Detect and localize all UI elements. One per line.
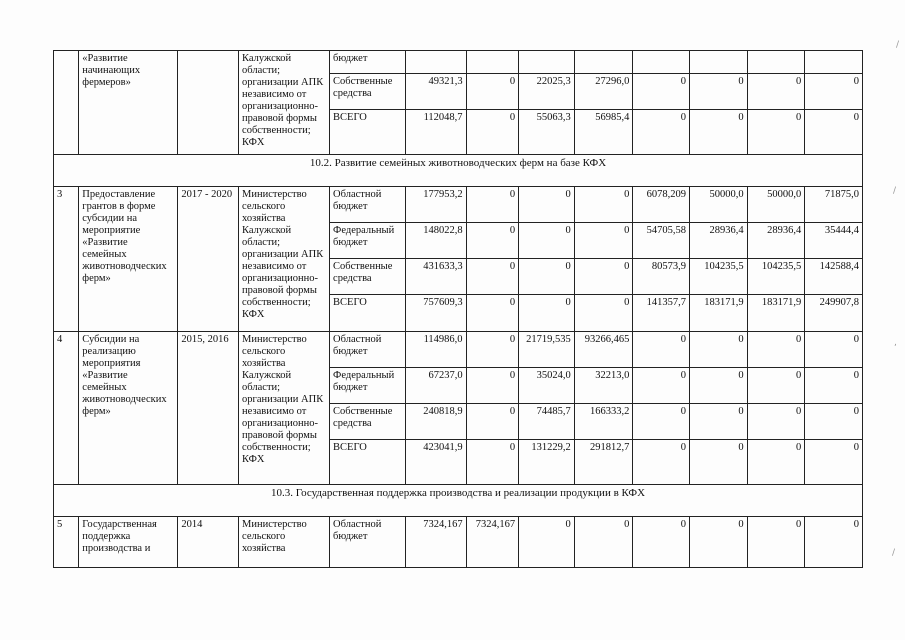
item-period: 2017 - 2020 xyxy=(178,187,239,332)
funding-value: 0 xyxy=(805,404,863,440)
funding-value xyxy=(405,51,466,74)
item-number: 3 xyxy=(54,187,79,332)
funding-value: 0 xyxy=(805,368,863,404)
funding-value: 35444,4 xyxy=(805,223,863,259)
item-name: «Развитие начинающих фермеров» xyxy=(79,51,178,155)
section-row xyxy=(54,485,863,517)
scan-mark: / xyxy=(893,186,897,196)
funding-value: 0 xyxy=(466,440,519,485)
funding-value: 0 xyxy=(633,404,690,440)
funding-value xyxy=(574,51,633,74)
funding-source: Собственные средства xyxy=(330,74,406,110)
item-number: 5 xyxy=(54,517,79,568)
funding-value: 0 xyxy=(690,440,748,485)
funding-value: 131229,2 xyxy=(519,440,575,485)
funding-value: 423041,9 xyxy=(405,440,466,485)
funding-value: 0 xyxy=(633,110,690,155)
funding-value xyxy=(747,51,805,74)
funding-value: 7324,167 xyxy=(405,517,466,568)
funding-source: бюджет xyxy=(330,51,406,74)
funding-value: 0 xyxy=(466,368,519,404)
funding-value: 0 xyxy=(519,223,575,259)
funding-value: 141357,7 xyxy=(633,295,690,332)
funding-value: 55063,3 xyxy=(519,110,575,155)
funding-value: 74485,7 xyxy=(519,404,575,440)
funding-value: 0 xyxy=(747,517,805,568)
funding-value: 0 xyxy=(633,440,690,485)
funding-value: 0 xyxy=(747,332,805,368)
funding-value: 0 xyxy=(747,440,805,485)
funding-value: 0 xyxy=(633,74,690,110)
funding-value: 27296,0 xyxy=(574,74,633,110)
scan-mark: , xyxy=(894,338,897,348)
funding-value: 0 xyxy=(633,332,690,368)
funding-value xyxy=(805,51,863,74)
funding-source: Федеральный бюджет xyxy=(330,368,406,404)
funding-value xyxy=(690,51,748,74)
funding-value: 0 xyxy=(466,295,519,332)
funding-value: 431633,3 xyxy=(405,259,466,295)
funding-value: 93266,465 xyxy=(574,332,633,368)
funding-source: Собственные средства xyxy=(330,259,406,295)
item-period xyxy=(178,51,239,155)
funding-value: 50000,0 xyxy=(747,187,805,223)
item-executor: Министерство сельского хозяйства xyxy=(239,517,330,568)
funding-value: 0 xyxy=(466,259,519,295)
funding-value: 177953,2 xyxy=(405,187,466,223)
funding-value: 0 xyxy=(805,110,863,155)
funding-table xyxy=(53,50,863,568)
funding-value: 0 xyxy=(466,404,519,440)
funding-value: 0 xyxy=(574,223,633,259)
funding-value: 0 xyxy=(466,223,519,259)
funding-value: 148022,8 xyxy=(405,223,466,259)
funding-value: 0 xyxy=(574,187,633,223)
funding-value xyxy=(466,51,519,74)
funding-value: 28936,4 xyxy=(690,223,748,259)
funding-value: 0 xyxy=(690,368,748,404)
funding-value: 240818,9 xyxy=(405,404,466,440)
funding-value: 80573,9 xyxy=(633,259,690,295)
funding-value: 0 xyxy=(690,110,748,155)
funding-value: 0 xyxy=(574,259,633,295)
funding-value: 0 xyxy=(805,332,863,368)
funding-value: 0 xyxy=(519,517,575,568)
item-executor: Калужской области; организации АПК независимо от организационно-правовой формы собственности; КФХ xyxy=(239,51,330,155)
table-row xyxy=(54,332,863,368)
funding-value: 67237,0 xyxy=(405,368,466,404)
table-row xyxy=(54,517,863,568)
funding-value: 112048,7 xyxy=(405,110,466,155)
item-executor: Министерство сельского хозяйства Калужской области; организации АПК независимо от организационно-правовой формы собственности; КФХ xyxy=(239,187,330,332)
funding-value: 0 xyxy=(633,368,690,404)
funding-value: 50000,0 xyxy=(690,187,748,223)
funding-value: 71875,0 xyxy=(805,187,863,223)
item-period: 2015, 2016 xyxy=(178,332,239,485)
funding-value: 0 xyxy=(690,332,748,368)
item-name: Предоставление грантов в форме субсидии на мероприятие «Развитие семейных животноводческих ферм» xyxy=(79,187,178,332)
funding-value xyxy=(633,51,690,74)
funding-value: 0 xyxy=(519,295,575,332)
funding-value: 104235,5 xyxy=(690,259,748,295)
funding-source: ВСЕГО xyxy=(330,295,406,332)
funding-value: 49321,3 xyxy=(405,74,466,110)
funding-value: 28936,4 xyxy=(747,223,805,259)
funding-value: 0 xyxy=(747,110,805,155)
scan-mark: / xyxy=(896,40,900,50)
funding-value: 21719,535 xyxy=(519,332,575,368)
funding-value xyxy=(519,51,575,74)
funding-value: 7324,167 xyxy=(466,517,519,568)
item-executor: Министерство сельского хозяйства Калужской области; организации АПК независимо от организационно-правовой формы собственности; КФХ xyxy=(239,332,330,485)
table-row xyxy=(54,51,863,74)
funding-value: 0 xyxy=(805,517,863,568)
funding-value: 104235,5 xyxy=(747,259,805,295)
item-period: 2014 xyxy=(178,517,239,568)
funding-value: 183171,9 xyxy=(747,295,805,332)
section-title: 10.3. Государственная поддержка производства и реализации продукции в КФХ xyxy=(54,485,863,517)
funding-value: 0 xyxy=(574,295,633,332)
table-row xyxy=(54,187,863,223)
funding-value: 0 xyxy=(747,404,805,440)
funding-value: 114986,0 xyxy=(405,332,466,368)
funding-value: 183171,9 xyxy=(690,295,748,332)
funding-value: 0 xyxy=(466,74,519,110)
funding-value: 166333,2 xyxy=(574,404,633,440)
scan-mark: / xyxy=(892,548,896,558)
funding-value: 291812,7 xyxy=(574,440,633,485)
funding-value: 142588,4 xyxy=(805,259,863,295)
funding-value: 0 xyxy=(747,74,805,110)
section-row xyxy=(54,155,863,187)
section-title: 10.2. Развитие семейных животноводческих ферм на базе КФХ xyxy=(54,155,863,187)
item-name: Субсидии на реализацию мероприятия «Развитие семейных животноводческих ферм» xyxy=(79,332,178,485)
funding-value: 249907,8 xyxy=(805,295,863,332)
funding-value: 22025,3 xyxy=(519,74,575,110)
funding-source: Областной бюджет xyxy=(330,517,406,568)
funding-value: 0 xyxy=(466,187,519,223)
item-number: 4 xyxy=(54,332,79,485)
funding-source: Областной бюджет xyxy=(330,187,406,223)
funding-source: Собственные средства xyxy=(330,404,406,440)
funding-value: 0 xyxy=(519,187,575,223)
funding-source: ВСЕГО xyxy=(330,440,406,485)
funding-value: 0 xyxy=(519,259,575,295)
funding-value: 0 xyxy=(690,74,748,110)
item-name: Государственная поддержка производства и xyxy=(79,517,178,568)
funding-value: 54705,58 xyxy=(633,223,690,259)
funding-source: Областной бюджет xyxy=(330,332,406,368)
funding-value: 0 xyxy=(574,517,633,568)
funding-value: 0 xyxy=(466,332,519,368)
funding-value: 0 xyxy=(690,517,748,568)
funding-value: 35024,0 xyxy=(519,368,575,404)
funding-value: 0 xyxy=(690,404,748,440)
funding-value: 56985,4 xyxy=(574,110,633,155)
funding-value: 6078,209 xyxy=(633,187,690,223)
funding-value: 0 xyxy=(633,517,690,568)
funding-value: 757609,3 xyxy=(405,295,466,332)
funding-value: 32213,0 xyxy=(574,368,633,404)
item-number xyxy=(54,51,79,155)
funding-source: ВСЕГО xyxy=(330,110,406,155)
funding-value: 0 xyxy=(805,440,863,485)
funding-value: 0 xyxy=(466,110,519,155)
funding-value: 0 xyxy=(805,74,863,110)
funding-value: 0 xyxy=(747,368,805,404)
funding-source: Федеральный бюджет xyxy=(330,223,406,259)
